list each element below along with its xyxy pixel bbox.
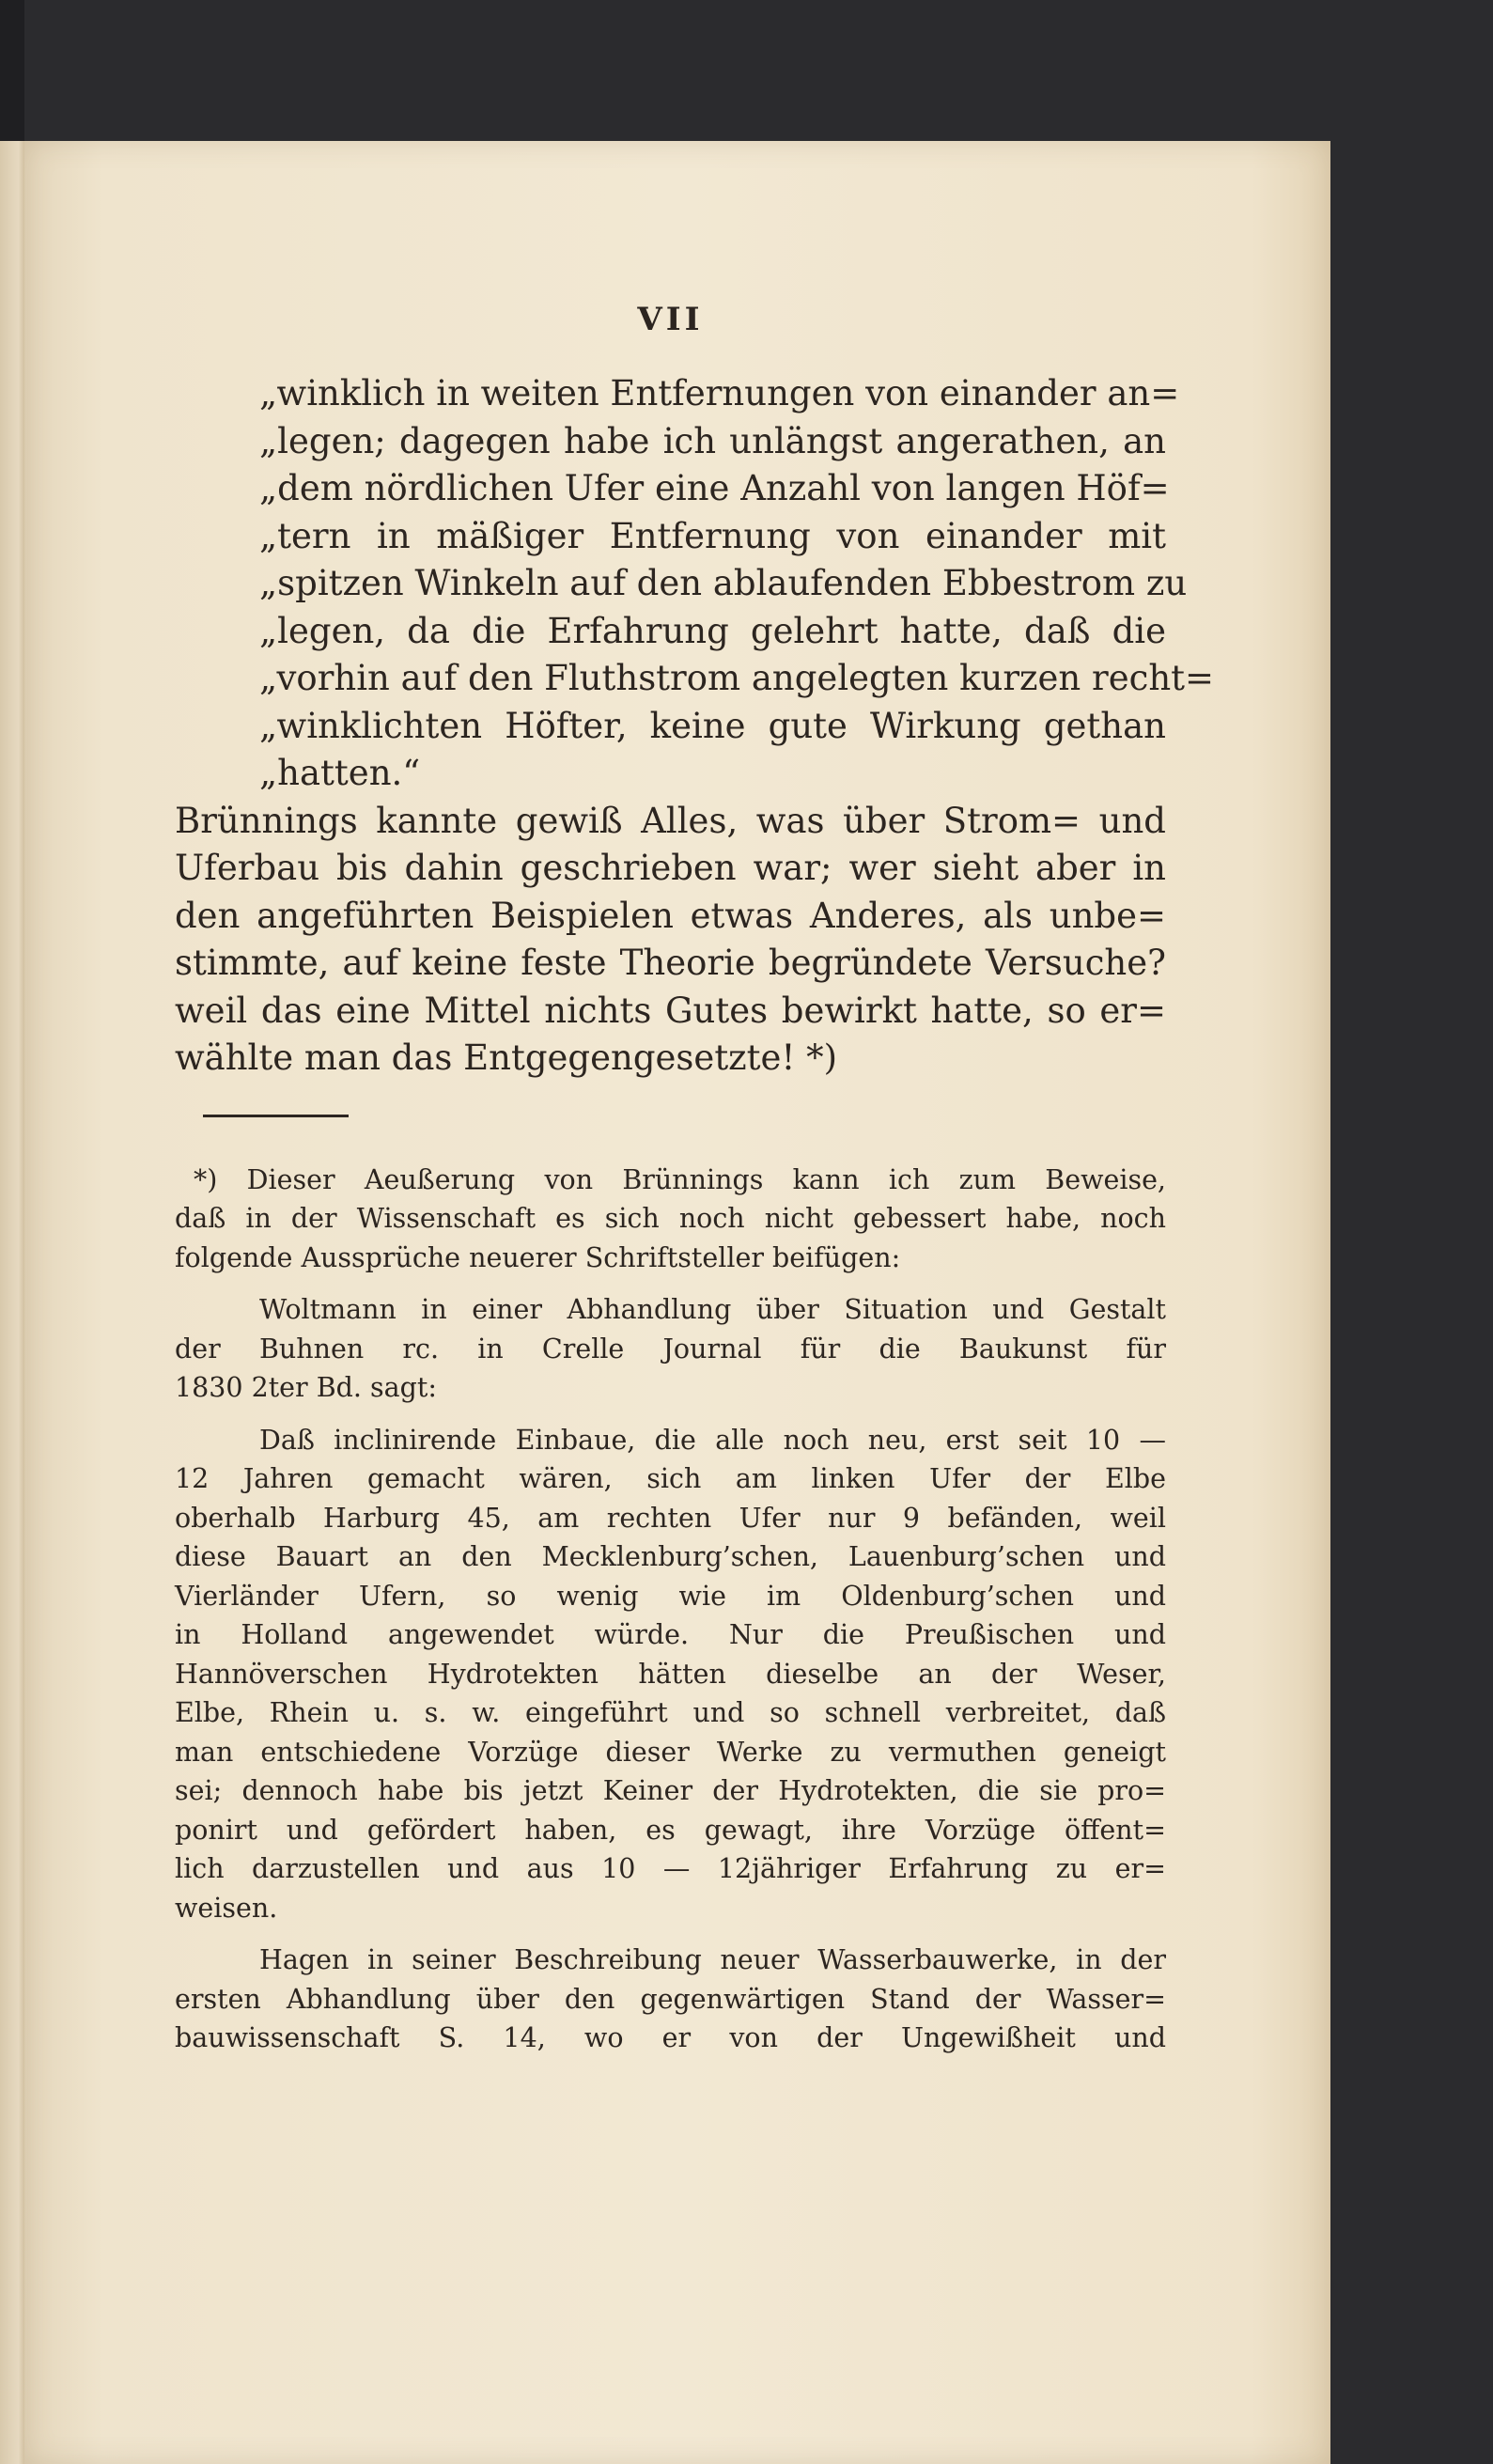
- footnote-line: weisen.: [175, 1892, 278, 1924]
- paragraph-gap: [175, 1408, 1166, 1421]
- page-content: [175, 301, 1215, 2058]
- footnote-line: sei; dennoch habe bis jetzt Keiner der Hydrotekten, die sie pro=: [175, 1775, 1166, 1806]
- main-text-line: Uferbau bis dahin geschrieben war; wer sieht aber in: [175, 848, 1166, 888]
- footnote-line: bauwissenschaft S. 14, wo er von der Ungewißheit und: [175, 2022, 1166, 2053]
- footnote-line: 1830 2ter Bd. sagt:: [175, 1372, 437, 1403]
- main-text-line: „legen; dagegen habe ich unlängst angerathen, an: [259, 420, 1166, 461]
- main-text-line: „dem nördlichen Ufer eine Anzahl von langen Höf=: [259, 468, 1170, 508]
- footnote-line: in Holland angewendet würde. Nur die Preußischen und: [175, 1619, 1166, 1650]
- footnote-line: Elbe, Rhein u. s. w. eingeführt und so schnell verbreitet, daß: [175, 1697, 1166, 1728]
- footnote-line: Hagen in seiner Beschreibung neuer Wasserbauwerke, in der: [259, 1944, 1166, 1975]
- footnote-line: Hannöverschen Hydrotekten hätten dieselbe an der Weser,: [175, 1658, 1166, 1690]
- footnote-line: ersten Abhandlung über den gegenwärtigen Stand der Wasser=: [175, 1983, 1166, 2015]
- main-text-line: „tern in mäßiger Entfernung von einander mit: [259, 515, 1166, 556]
- footnote-line: daß in der Wissenschaft es sich noch nicht gebessert habe, noch: [175, 1203, 1166, 1234]
- paragraph-gap: [175, 1277, 1166, 1290]
- footnote-line: 12 Jahren gemacht wären, sich am linken Ufer der Elbe: [175, 1463, 1166, 1494]
- page-number: VII: [637, 301, 704, 338]
- footnote-line: man entschiedene Vorzüge dieser Werke zu vermuthen geneigt: [175, 1736, 1166, 1768]
- main-text-line: Brünnings kannte gewiß Alles, was über Strom= und: [175, 800, 1166, 841]
- footnote-line: *) Dieser Aeußerung von Brünnings kann ich zum Beweise,: [194, 1163, 1166, 1195]
- book-page: [24, 141, 1330, 2464]
- footnote-line: Daß inclinirende Einbaue, die alle noch neu, erst seit 10 —: [259, 1424, 1166, 1456]
- footnote-line: folgende Aussprüche neuerer Schriftsteller beifügen:: [175, 1241, 901, 1273]
- main-text-line: wählte man das Entgegengesetzte! *): [175, 1037, 838, 1078]
- left-page-shadow: [0, 0, 24, 141]
- main-text-line: stimmte, auf keine feste Theorie begründete Versuche?: [175, 943, 1166, 983]
- main-text-line: weil das eine Mittel nichts Gutes bewirkt hatte, so er=: [175, 990, 1166, 1031]
- footnote-line: lich darzustellen und aus 10 — 12jähriger Erfahrung zu er=: [175, 1853, 1166, 1884]
- footnote-divider: [203, 1115, 349, 1117]
- footnote-block: [175, 1161, 1166, 2058]
- footnote-line: Vierländer Ufern, so wenig wie im Oldenburg’schen und: [175, 1580, 1166, 1612]
- footnote-line: oberhalb Harburg 45, am rechten Ufer nur 9 befänden, weil: [175, 1502, 1166, 1534]
- main-text-line: „legen, da die Erfahrung gelehrt hatte, daß die: [259, 610, 1166, 651]
- main-text-line: „winklichten Höfter, keine gute Wirkung gethan: [259, 705, 1166, 746]
- main-text-line: „winklich in weiten Entfernungen von einander an=: [259, 373, 1180, 413]
- main-text-line: den angeführten Beispielen etwas Anderes, als unbe=: [175, 895, 1166, 936]
- footnote-line: diese Bauart an den Mecklenburg’schen, Lauenburg’schen und: [175, 1541, 1166, 1572]
- main-text-line: „vorhin auf den Fluthstrom angelegten kurzen recht=: [259, 658, 1215, 698]
- footnote-line: Woltmann in einer Abhandlung über Situation und Gestalt: [259, 1294, 1166, 1325]
- paragraph-gap: [175, 1927, 1166, 1941]
- main-text-line: „spitzen Winkeln auf den ablaufenden Ebbestrom zu: [259, 563, 1188, 603]
- main-text-line: „hatten.“: [259, 753, 421, 793]
- footnote-line: ponirt und gefördert haben, es gewagt, ihre Vorzüge öffent=: [175, 1814, 1166, 1846]
- main-text-block: [175, 370, 1215, 1083]
- footnote-line: der Buhnen rc. in Crelle Journal für die Baukunst für: [175, 1333, 1166, 1365]
- adjacent-page-edge: [0, 141, 26, 2464]
